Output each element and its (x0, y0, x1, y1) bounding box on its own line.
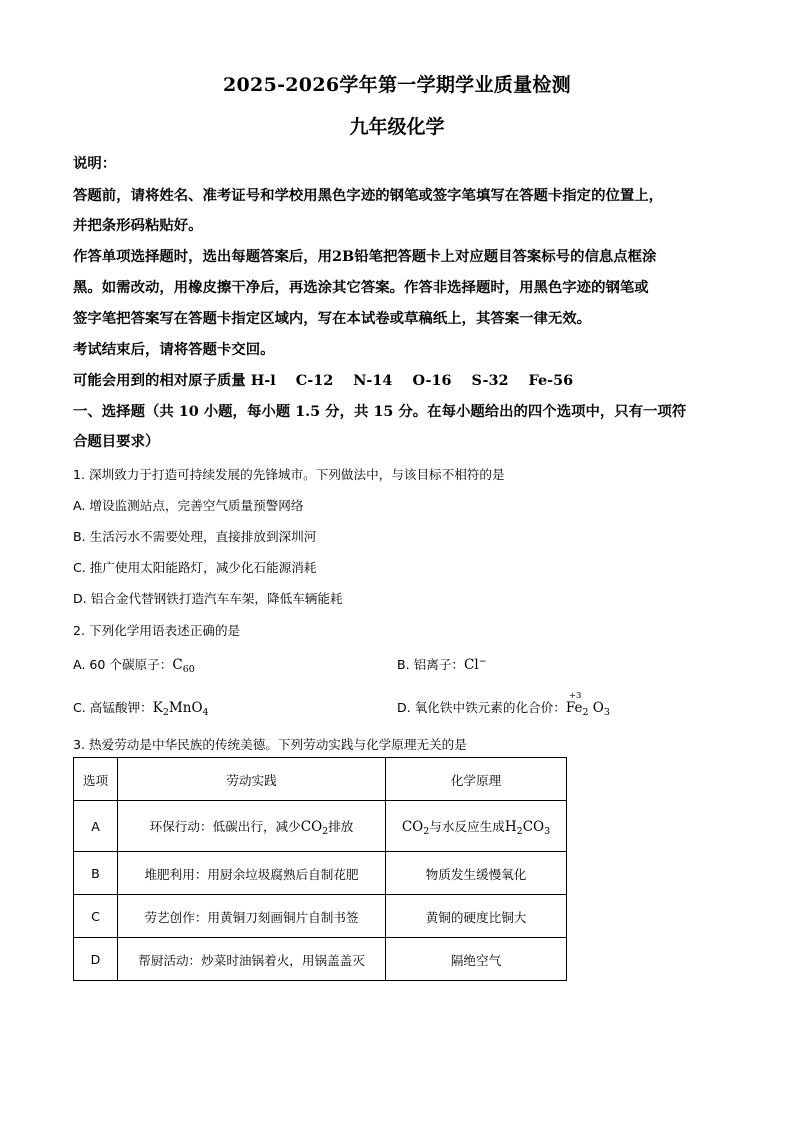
option-a-label: A. 60 个碳原子： (73, 657, 173, 672)
question-1-option-c: C. 推广使用太阳能路灯，减少化石能源消耗 (73, 560, 317, 575)
table-cell-principle: 物质发生缓慢氧化 (386, 852, 567, 895)
table-cell-practice: 劳艺创作：用黄铜刀刻画铜片自制书签 (118, 895, 386, 938)
section-1-heading-line-1: 一、选择题（共 10 小题，每小题 1.5 分，共 15 分。在每小题给出的四个选项中，只有一项符 (73, 403, 687, 420)
instruction-line-3: 作答单项选择题时，选出每题答案后，用2B铅笔把答题卡上对应题目答案标号的信息点框涂 (73, 248, 657, 265)
table-header-row (74, 758, 567, 801)
question-1-option-d: D. 铝合金代替钢铁打造汽车车架，降低车辆能耗 (73, 591, 343, 606)
question-2-option-d (397, 691, 610, 718)
table-cell-practice: 环保行动：低碳出行，减少$CO_2$排放 (118, 801, 386, 852)
table-row (74, 938, 567, 981)
question-2-option-a (73, 654, 195, 675)
formula-c60: $C_{60}$ (172, 657, 195, 675)
table-cell-principle: 隔绝空气 (386, 938, 567, 981)
table-header-principle: 化学原理 (386, 758, 567, 801)
question-3-stem: 3. 热爱劳动是中华民族的传统美德。下列劳动实践与化学原理无关的是 (73, 737, 467, 752)
table-cell-option: B (74, 852, 118, 895)
table-cell-option: A (74, 801, 118, 852)
instruction-line-5: 签字笔把答案写在答题卡指定区域内，写在本试卷或草稿纸上，其答案一律无效。 (73, 310, 592, 327)
exam-title: 2025-2026学年第一学期学业质量检测 (223, 74, 571, 96)
table-row (74, 895, 567, 938)
formula-k2mno4: $K_2MnO_4$ (152, 700, 209, 718)
table-cell-practice: 堆肥利用：用厨余垃圾腐熟后自制花肥 (118, 852, 386, 895)
table-cell-principle: 黄铜的硬度比铜大 (386, 895, 567, 938)
question-1-option-a: A. 增设监测站点，完善空气质量预警网络 (73, 498, 304, 513)
instruction-line-4: 黑。如需改动，用橡皮擦干净后，再选涂其它答案。作答非选择题时，用黑色字迹的钢笔或 (73, 279, 649, 296)
question-2-stem: 2. 下列化学用语表述正确的是 (73, 623, 241, 638)
table-cell-practice: 帮厨活动：炒菜时油锅着火，用锅盖盖灭 (118, 938, 386, 981)
exam-subtitle: 九年级化学 (349, 116, 445, 138)
question-2-option-b (397, 654, 487, 673)
table-header-practice: 劳动实践 (118, 758, 386, 801)
table-cell-option: D (74, 938, 118, 981)
table-cell-principle: $CO_2$与水反应生成$H_2CO_3$ (386, 801, 567, 852)
question-1-stem: 1. 深圳致力于打造可持续发展的先锋城市。下列做法中，与该目标不相符的是 (73, 467, 505, 482)
option-b-label: B. 铝离子： (397, 657, 465, 672)
instruction-line-2: 并把条形码粘贴好。 (73, 217, 203, 234)
option-d-label: D. 氧化铁中铁元素的化合价： (397, 700, 566, 715)
question-3-table (73, 757, 567, 981)
question-2-option-c (73, 697, 209, 718)
table-row (74, 852, 567, 895)
instruction-line-6: 考试结束后，请将答题卡交回。 (73, 341, 275, 358)
valence-mark: +3 (568, 691, 582, 701)
table-row (74, 801, 567, 852)
formula-fe2o3: +3 $Fe_2$ $O_3$ (565, 691, 610, 718)
instructions-heading: 说明： (73, 155, 117, 172)
option-c-label: C. 高锰酸钾： (73, 700, 153, 715)
table-header-option: 选项 (74, 758, 118, 801)
atomic-masses: 可能会用到的相对原子质量 H-l C-12 N-14 O-16 S-32 Fe-56 (73, 372, 574, 389)
section-1-heading-line-2: 合题目要求） (73, 433, 160, 450)
formula-cl-ion: Cl− (464, 656, 487, 673)
instruction-line-1: 答题前，请将姓名、准考证号和学校用黑色字迹的钢笔或签字笔填写在答题卡指定的位置上， (73, 187, 664, 204)
table-cell-option: C (74, 895, 118, 938)
question-1-option-b: B. 生活污水不需要处理，直接排放到深圳河 (73, 529, 317, 544)
